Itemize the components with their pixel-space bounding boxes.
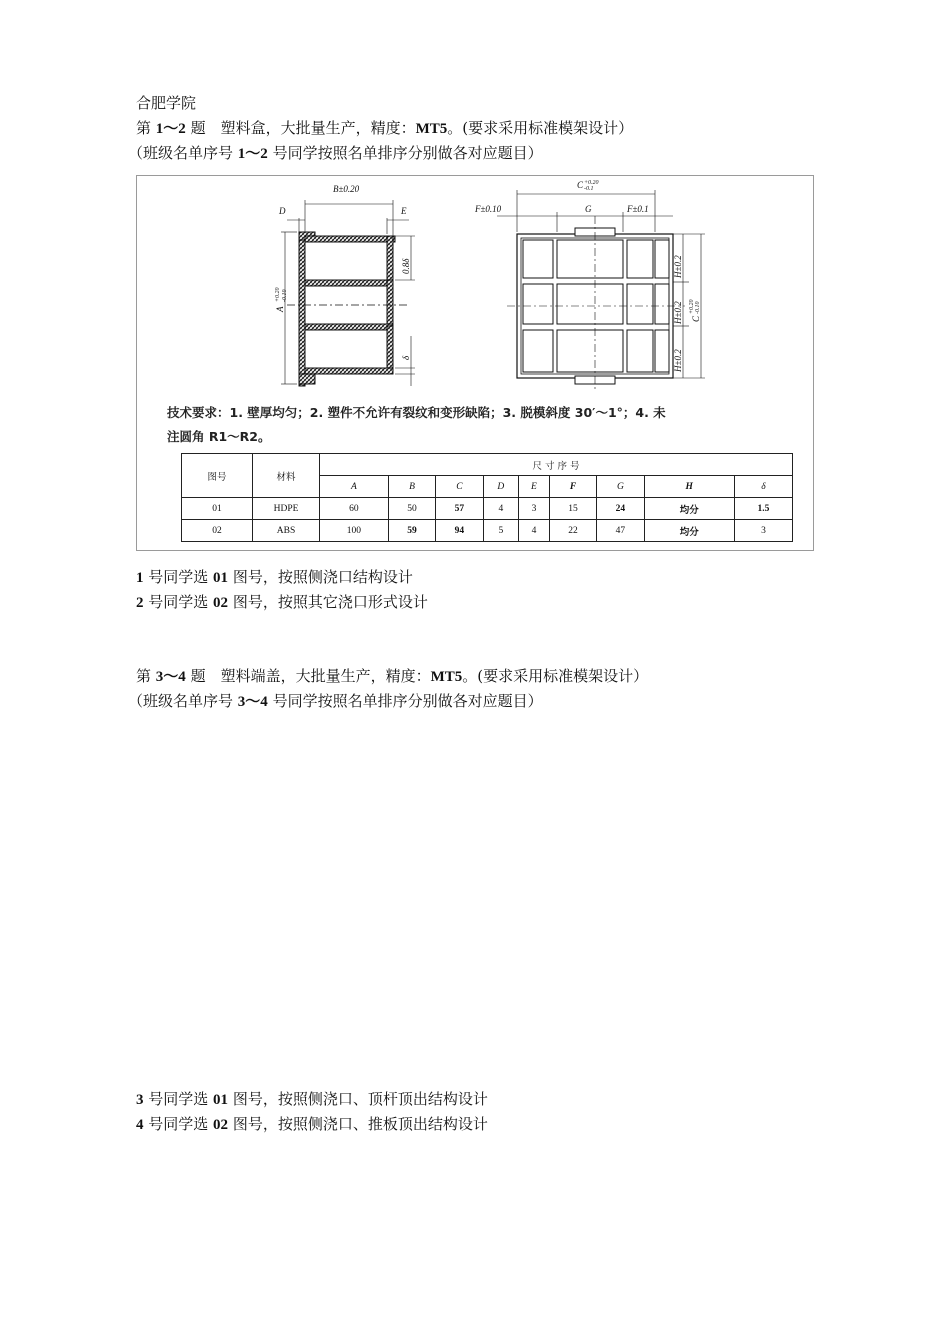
letter-c: C: [436, 476, 483, 498]
title-mid: 题 塑料端盖，大批量生产，精度：: [185, 667, 431, 685]
table-row: [182, 520, 793, 542]
row-fig: 01: [182, 498, 253, 520]
row-value: 5: [483, 520, 519, 542]
dim-h1-label: H±0.2: [673, 255, 683, 278]
dim-f-left-label: F±0.10: [475, 204, 502, 214]
letter-delta: δ: [734, 476, 792, 498]
row-value: 47: [597, 520, 644, 542]
question-3-4-title: [136, 666, 648, 687]
dim-08delta-label: 0.8δ: [401, 258, 411, 274]
row-value: 均分: [644, 520, 734, 542]
letter-d: D: [483, 476, 519, 498]
dim-a-label: A: [275, 306, 285, 312]
note-suffix: 号同学按照名单排序分别做各对应题目）: [267, 692, 543, 710]
assignment-line: [136, 1089, 488, 1110]
dim-c-side-label: C: [691, 315, 701, 322]
assignment-text: 图号，按照侧浇口、顶杆顶出结构设计: [228, 1090, 488, 1108]
student-number: 1: [136, 570, 144, 586]
assignment-text: 号同学选: [143, 1115, 214, 1133]
precision-grade: MT5: [430, 669, 463, 685]
dim-c-side-tol-dn: -0.10: [695, 301, 701, 314]
figure-number: 02: [213, 595, 229, 611]
row-value: 15: [549, 498, 596, 520]
row-value: 50: [388, 498, 435, 520]
row-value: 59: [388, 520, 435, 542]
letter-g: G: [597, 476, 644, 498]
assignment-line: [136, 592, 428, 613]
assignment-text: 号同学选: [143, 1090, 214, 1108]
dim-c-tol-dn: -0.1: [584, 186, 594, 192]
title-number: 1～2: [155, 121, 186, 137]
title-suffix: 。(要求采用标准模架设计）: [462, 667, 649, 685]
figure-number: 02: [213, 1117, 229, 1133]
title-prefix: 第: [136, 667, 156, 685]
table-row: [182, 498, 793, 520]
letter-b: B: [388, 476, 435, 498]
assignment-text: 号同学选: [143, 593, 214, 611]
dim-c-tol-up: +0.20: [584, 180, 599, 186]
row-value: 4: [519, 520, 550, 542]
assignment-text: 图号，按照侧浇口结构设计: [228, 568, 413, 586]
row-value: 94: [436, 520, 483, 542]
dim-a-tol-up: +0.20: [275, 287, 281, 302]
letter-e: E: [519, 476, 550, 498]
row-value: 60: [320, 498, 389, 520]
assignment-text: 图号，按照侧浇口、推板顶出结构设计: [228, 1115, 488, 1133]
note-number: 1～2: [237, 146, 268, 162]
precision-grade: MT5: [415, 121, 448, 137]
title-mid: 题 塑料盒，大批量生产，精度：: [185, 119, 416, 137]
col-fig-header: 图号: [182, 454, 253, 498]
dim-g-label: G: [585, 204, 592, 214]
figure-number: 01: [213, 1092, 229, 1108]
student-number: 2: [136, 595, 144, 611]
letter-a: A: [320, 476, 389, 498]
title-prefix: 第: [136, 119, 156, 137]
dim-d-label: D: [279, 206, 286, 216]
row-value: 100: [320, 520, 389, 542]
row-value: 4: [483, 498, 519, 520]
technical-drawing-figure: [136, 175, 814, 551]
row-value: 57: [436, 498, 483, 520]
title-number: 3～4: [155, 669, 186, 685]
title-suffix: 。(要求采用标准模架设计）: [447, 119, 634, 137]
letter-f: F: [549, 476, 596, 498]
tech-requirements-line2: 注圆角 R1～R2。: [167, 429, 271, 444]
tech-requirements-line1: 技术要求：1. 壁厚均匀；2. 塑件不允许有裂纹和变形缺陷；3. 脱模斜度 30′～1°；4. 未: [167, 405, 666, 420]
section-view: [281, 200, 415, 386]
question-1-2-note: [128, 143, 543, 164]
assignment-line: [136, 1114, 488, 1135]
dim-b-label: B±0.20: [333, 184, 360, 194]
dim-delta-label: δ: [401, 355, 411, 360]
row-value: 22: [549, 520, 596, 542]
row-value: 均分: [644, 498, 734, 520]
student-number: 4: [136, 1117, 144, 1133]
assignment-line: [136, 567, 413, 588]
letter-h: H: [644, 476, 734, 498]
col-material-header: 材料: [253, 454, 320, 498]
question-3-4-note: [128, 691, 543, 712]
dim-h2-label: H±0.2: [673, 301, 683, 324]
row-value: 1.5: [734, 498, 792, 520]
row-material: HDPE: [253, 498, 320, 520]
row-value: 3: [734, 520, 792, 542]
question-1-2-title: [136, 118, 633, 139]
note-suffix: 号同学按照名单排序分别做各对应题目）: [267, 144, 543, 162]
assignment-text: 图号，按照其它浇口形式设计: [228, 593, 428, 611]
dim-c-side-tol-up: +0.20: [689, 299, 695, 314]
dim-a-tol-dn: -0.10: [282, 289, 288, 302]
col-dims-header: 尺 寸 序 号: [320, 454, 793, 476]
dim-e-label: E: [401, 206, 407, 216]
school-name: 合肥学院: [136, 94, 197, 112]
note-prefix: （班级名单序号: [128, 692, 238, 710]
note-number: 3～4: [237, 694, 268, 710]
dim-h3-label: H±0.2: [673, 349, 683, 372]
note-prefix: （班级名单序号: [128, 144, 238, 162]
row-fig: 02: [182, 520, 253, 542]
row-material: ABS: [253, 520, 320, 542]
dimension-table: [181, 453, 793, 542]
row-value: 3: [519, 498, 550, 520]
dim-c-label: C: [577, 180, 584, 190]
assignment-text: 号同学选: [143, 568, 214, 586]
figure-number: 01: [213, 570, 229, 586]
dim-f-right-label: F±0.1: [627, 204, 649, 214]
row-value: 24: [597, 498, 644, 520]
student-number: 3: [136, 1092, 144, 1108]
